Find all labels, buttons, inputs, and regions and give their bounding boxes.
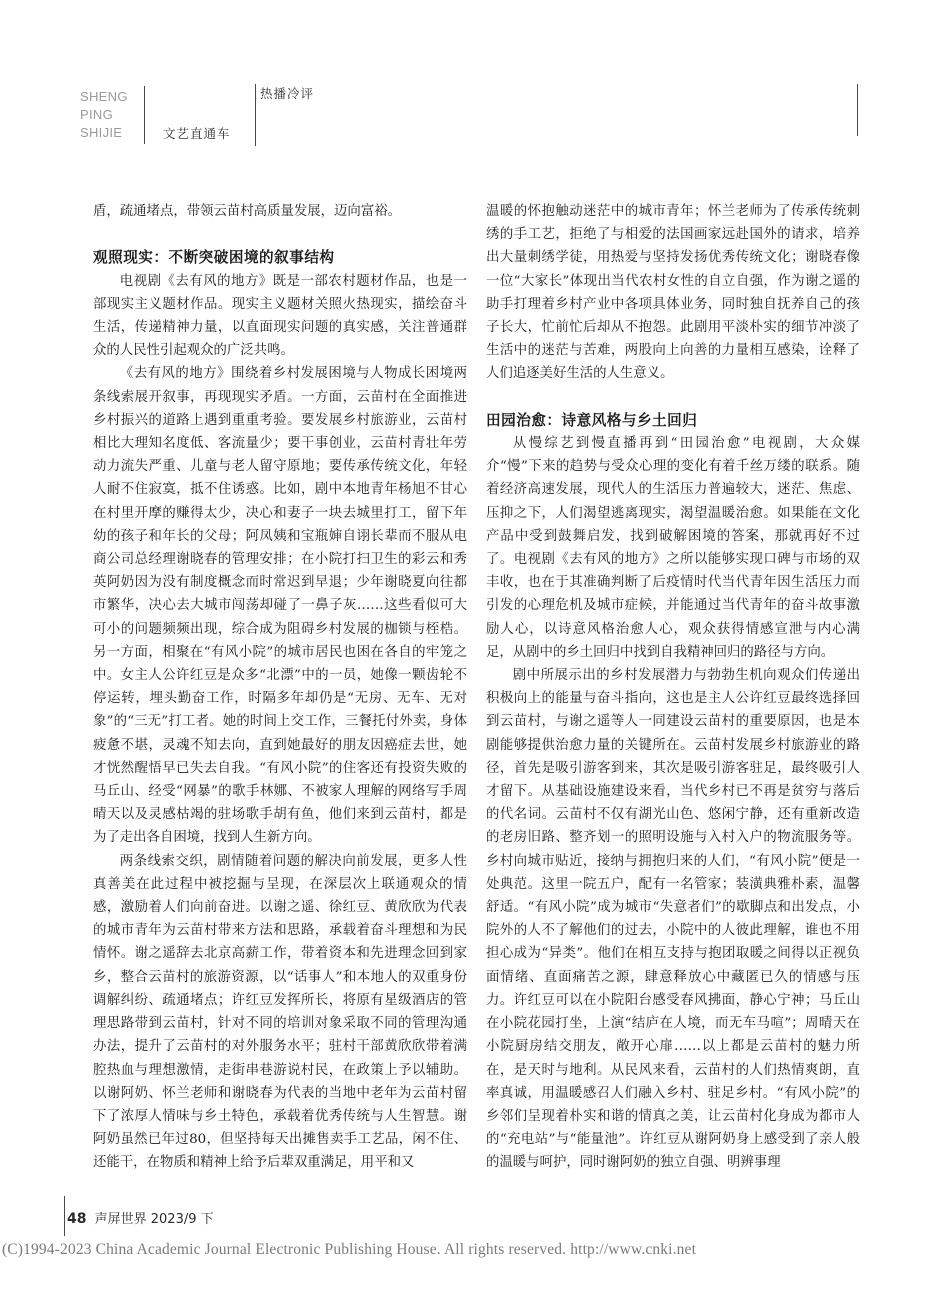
column-name: 文艺直通车 [163, 126, 231, 141]
body-paragraph: 《去有风的地方》围绕着乡村发展困境与人物成长困境两条线索展开叙事，再现现实矛盾。一方面，云苗村在全面推进乡村振兴的道路上遇到重重考验。要发展乡村旅游业，云苗村相比大理知名度低、客流量少；要干事创业，云苗村青壮年劳动力流失严重、儿童与老人留守原地；要传承传统文化，年轻人耐不住寂寞，抵不住诱惑。比如，剧中本地青年杨旭不甘心在村里开摩的赚得太少，决心和妻子一块去城里打工，留下年幼的孩子和年长的父母；阿凤姨和宝瓶婶自诩长辈而不服从电商公司总经理谢晓春的管理安排；在小院打扫卫生的彩云和秀英阿奶因为没有制度概念而时常迟到早退；少年谢晓夏向往都市繁华，决心去大城市闯荡却碰了一鼻子灰……这些看似可大可小的问题频频出现，综合成为阻碍乡村发展的枷锁与桎梏。另一方面，相聚在“有风小院”的城市居民也困在各自的牢笼之中。女主人公许红豆是众多“北漂”中的一员，她像一颗齿轮不停运转，埋头勤奋工作，时隔多年却仍是“无房、无车、无对象”的“三无”打工者。她的时间上交工作，三餐托付外卖，身体疲惫不堪，灵魂不知去向，直到她最好的朋友因癌症去世，她才恍然醒悟早已失去自我。“有风小院”的住客还有投资失败的马丘山、经受“网暴”的歌手林娜、不被家人理解的网络写手周晴天以及灵感枯竭的驻场歌手胡有鱼，他们来到云苗村，都是为了走出各自困境，找到人生新方向。 [93, 366, 467, 846]
body-paragraph: 两条线索交织，剧情随着问题的解决向前发展，更多人性真善美在此过程中被挖掘与呈现，在深层次上联通观众的情感，激励着人们向前奋进。以谢之遥、徐红豆、黄欣欣为代表的城市青年为云苗村带来方法和思路，承载着奋斗理想和为民情怀。谢之遥辞去北京高薪工作，带着资本和先进理念回到家乡，整合云苗村的旅游资源，以“话事人”和本地人的双重身份调解纠纷、疏通堵点；许红豆发挥所长，将原有星级酒店的管理思路带到云苗村，针对不同的培训对象采取不同的管理沟通办法，提升了云苗村的对外服务水平；驻村干部黄欣欣带着满腔热血与理想激情，走街串巷游说村民，在政策上予以辅助。以谢阿奶、怀兰老师和谢晓春为代表的当地中老年为云苗村留下了浓厚人情味与乡土特色，承载着优秀传统与人生智慧。谢阿奶虽然已年过80，但坚持每天出摊售卖手工艺品，闲不住、还能干，在物质和精神上给予后辈双重满足，用平和又 [93, 853, 467, 1171]
footer-divider [64, 1196, 65, 1236]
spacer [93, 223, 467, 246]
pinyin-line: SHENG [80, 89, 128, 104]
body-paragraph: 从慢综艺到慢直播再到“田园治愈”电视剧，大众媒介“慢”下来的趋势与受众心理的变化有着千丝万缕的联系。随着经济高速发展，现代人的生活压力普遍较大，迷茫、焦虑、压抑之下，人们渴望逃离现实，渴望温暖治愈。如果能在文化产品中受到鼓舞启发，找到破解困境的答案，那就再好不过了。电视剧《去有风的地方》之所以能够实现口碑与市场的双丰收，也在于其准确判断了后疫情时代当代青年因生活压力而引发的心理危机及城市症候，并能通过当代青年的奋斗故事激励人心，以诗意风格治愈人心，观众获得情感宣泄与内心满足，从剧中的乡土回归中找到自我精神回归的路径与方向。 [486, 436, 860, 660]
issue-info: 声屏世界 2023/9 下 [94, 1212, 214, 1227]
pinyin-line: PING [80, 107, 113, 122]
page-folio [67, 1208, 214, 1227]
right-column [486, 200, 860, 1175]
pinyin-line: SHIJIE [80, 125, 123, 140]
left-column [93, 200, 467, 1175]
section-tag: 热播冷评 [260, 86, 315, 101]
body-paragraph: 剧中所展示出的乡村发展潜力与勃勃生机向观众们传递出积极向上的能量与奋斗指向，这也是主人公许红豆最终选择回到云苗村，与谢之遥等人一同建设云苗村的重要原因，也是本剧能够提供治愈力量的关键所在。云苗村发展乡村旅游业的路径，首先是吸引游客到来，其次是吸引游客驻足，最终吸引人才留下。从基础设施建设来看，当代乡村已不再是贫穷与落后的代名词。云苗村不仅有湖光山色、悠闲宁静，还有重新改造的老房旧路、整齐划一的照明设施与入村入户的物流服务等。乡村向城市贴近，接纳与拥抱归来的人们，“有风小院”便是一处典范。这里一院五户，配有一名管家；装潢典雅朴素，温馨舒适。“有风小院”成为城市“失意者们”的歇脚点和出发点，小院外的人不了解他们的过去，小院中的人彼此理解，谁也不用担心成为“异类”。他们在相互支持与抱团取暖之间得以正视负面情绪、直面痛苦之源，肆意释放心中藏匿已久的情感与压力。许红豆可以在小院阳台感受春风拂面，静心宁神；马丘山在小院花园打坐，上演“结庐在人境，而无车马喧”；周晴天在小院厨房结交朋友，敞开心扉……以上都是云苗村的魅力所在，是天时与地利。从民风来看，云苗村的人们热情爽朗，直率真诚，用温暖感召人们融入乡村、驻足乡村。“有风小院”的乡邻们呈现着朴实和谐的情真之美，让云苗村化身成为都市人的“充电站”与“能量池”。许红豆从谢阿奶身上感受到了亲人般的温暖与呵护，同时谢阿奶的独立自强、明辨事理 [486, 668, 860, 1171]
page-number: 48 [67, 1211, 87, 1227]
header-divider-left [144, 86, 145, 144]
spacer [486, 386, 860, 409]
header-divider-right [857, 84, 858, 136]
header-divider-middle [255, 84, 256, 146]
section-heading: 观照现实：不断突破困境的叙事结构 [93, 249, 335, 267]
copyright-line: (C)1994-2023 China Academic Journal Electronic Publishing House. All rights reserved. http://www.cnki.net [2, 1241, 697, 1258]
magazine-pinyin-logo [80, 88, 142, 142]
body-paragraph: 电视剧《去有风的地方》既是一部农村题材作品，也是一部现实主义题材作品。现实主义题材关照火热现实，描绘奋斗生活，传递精神力量，以直面现实问题的真实感，关注普通群众的人民性引起观众的广泛共鸣。 [93, 273, 467, 359]
continued-paragraph: 温暖的怀抱触动迷茫中的城市青年；怀兰老师为了传承传统刺绣的手工艺，拒绝了与相爱的法国画家远赴国外的请求，培养出大量刺绣学徒，用热爱与坚持发扬优秀传统文化；谢晓春像一位“大家长”体现出当代农村女性的自立自强，作为谢之遥的助手打理着乡村产业中各项具体业务，同时独自抚养自己的孩子长大，忙前忙后却从不抱怨。此剧用平淡朴实的细节冲淡了生活中的迷茫与苦难，两股向上向善的力量相互感染，诠释了人们追逐美好生活的人生意义。 [486, 204, 860, 382]
intro-fragment: 盾，疏通堵点，带领云苗村高质量发展，迈向富裕。 [93, 204, 401, 219]
section-heading: 田园治愈：诗意风格与乡土回归 [486, 411, 698, 429]
